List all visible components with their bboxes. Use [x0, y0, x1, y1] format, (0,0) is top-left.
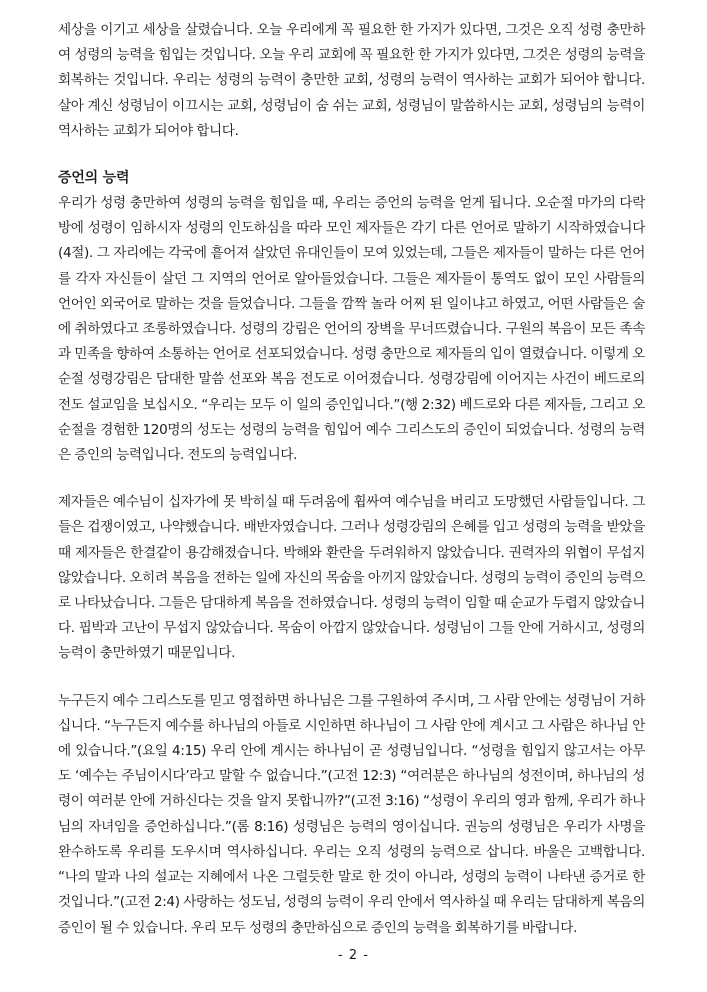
document-page — [58, 18, 645, 941]
intro-paragraph: 세상을 이기고 세상을 살렸습니다. 오늘 우리에게 꼭 필요한 한 가지가 있다면, 그것은 오직 성령 충만하여 성령의 능력을 힘입는 것입니다. 오늘 우리 교회에 꼭 필요한 한 가지가 있다면, 그것은 성령의 능력을 회복하는 것입니다. 우리는 성령의 능력이 충만한 교회, 성령의 능력이 역사하는 교회가 되어야 합니다. 살아 계신 성령님이 이끄시는 교회, 성령님이 숨 쉬는 교회, 성령님이 말씀하시는 교회, 성령님의 능력이 역사하는 교회가 되어야 합니다. — [58, 22, 645, 139]
paragraph-gap — [58, 468, 645, 490]
section-paragraph-1: 우리가 성령 충만하여 성령의 능력을 힘입을 때, 우리는 증언의 능력을 얻게 됩니다. 오순절 마가의 다락방에 성령이 임하시자 성령의 인도하심을 따라 모인 제자들은 각기 다른 언어로 말하기 시작하였습니다(4절). 그 자리에는 각국에 흩어져 살았던 유대인들이 모여 있었는데, 그들은 제자들이 말하는 다른 언어를 각자 자신들이 살던 그 지역의 언어로 알아들었습니다. 그들은 제자들이 통역도 없이 모인 사람들의 언어인 외국어로 말하는 것을 들었습니다. 그들을 깜짝 놀라 어찌 된 일이냐고 하였고, 어떤 사람들은 술에 취하였다고 조롱하였습니다. 성령의 강림은 언어의 장벽을 무너뜨렸습니다. 구원의 복음이 모든 족속과 민족을 향하여 소통하는 언어로 선포되었습니다. 성령 충만으로 제자들의 입이 열렸습니다. 이렇게 오순절 성령강림은 담대한 말씀 선포와 복음 전도로 이어졌습니다. 성령강림에 이어지는 사건이 베드로의 전도 설교임을 보십시오. “우리는 모두 이 일의 증인입니다.”(행 2:32) 베드로와 다른 제자들, 그리고 오순절을 경험한 120명의 성도는 성령의 능력을 힘입어 예수 그리스도의 증인이 되었습니다. 성령의 능력은 증인의 능력입니다. 전도의 능력입니다. — [58, 195, 645, 464]
section-paragraph-2: 제자들은 예수님이 십자가에 못 박히실 때 두려움에 휩싸여 예수님을 버리고 도망했던 사람들입니다. 그들은 겁쟁이였고, 나약했습니다. 배반자였습니다. 그러나 성령강림의 은혜를 입고 성령의 능력을 받았을 때 제자들은 한결같이 용감해졌습니다. 박해와 환란을 두려워하지 않았습니다. 권력자의 위협이 무섭지 않았습니다. 오히려 복음을 전하는 일에 자신의 목숨을 아끼지 않았습니다. 성령의 능력이 증인의 능력으로 나타났습니다. 그들은 담대하게 복음을 전하였습니다. 성령의 능력이 임할 때 순교가 두렵지 않았습니다. 핍박과 고난이 무섭지 않았습니다. 목숨이 아깝지 않았습니다. 성령님이 그들 안에 거하시고, 성령의 능력이 충만하였기 때문입니다. — [58, 494, 645, 662]
paragraph-gap — [58, 144, 645, 166]
paragraph-gap — [58, 667, 645, 689]
section-heading: 증언의 능력 — [58, 170, 130, 187]
page-number: - 2 - — [338, 948, 369, 963]
section-paragraph-3: 누구든지 예수 그리스도를 믿고 영접하면 하나님은 그를 구원하여 주시며, 그 사람 안에는 성령님이 거하십니다. “누구든지 예수를 하나님의 아들로 시인하면 하나님이 그 사람 안에 계시고 그 사람은 하나님 안에 있습니다.”(요일 4:15) 우리 안에 계시는 하나님이 곧 성령님입니다. “성령을 힘입지 않고서는 아무도 ‘예수는 주님이시다’라고 말할 수 없습니다.”(고전 12:3) “여러분은 하나님의 성전이며, 하나님의 성령이 여러분 안에 거하신다는 것을 알지 못합니까?”(고전 3:16) “성령이 우리의 영과 함께, 우리가 하나님의 자녀임을 증언하십니다.”(롬 8:16) 성령님은 능력의 영이십니다. 권능의 성령님은 우리가 사명을 완수하도록 우리를 도우시며 역사하십니다. 우리는 오직 성령의 능력으로 삽니다. 바울은 고백합니다. “나의 말과 나의 설교는 지혜에서 나온 그럴듯한 말로 한 것이 아니라, 성령의 능력이 나타낸 증거로 한 것입니다.”(고전 2:4) 사랑하는 성도님, 성령의 능력이 우리 안에서 역사하실 때 우리는 담대하게 복음의 증인이 될 수 있습니다. 우리 모두 성령의 충만하심으로 증인의 능력을 회복하기를 바랍니다. — [58, 692, 645, 936]
